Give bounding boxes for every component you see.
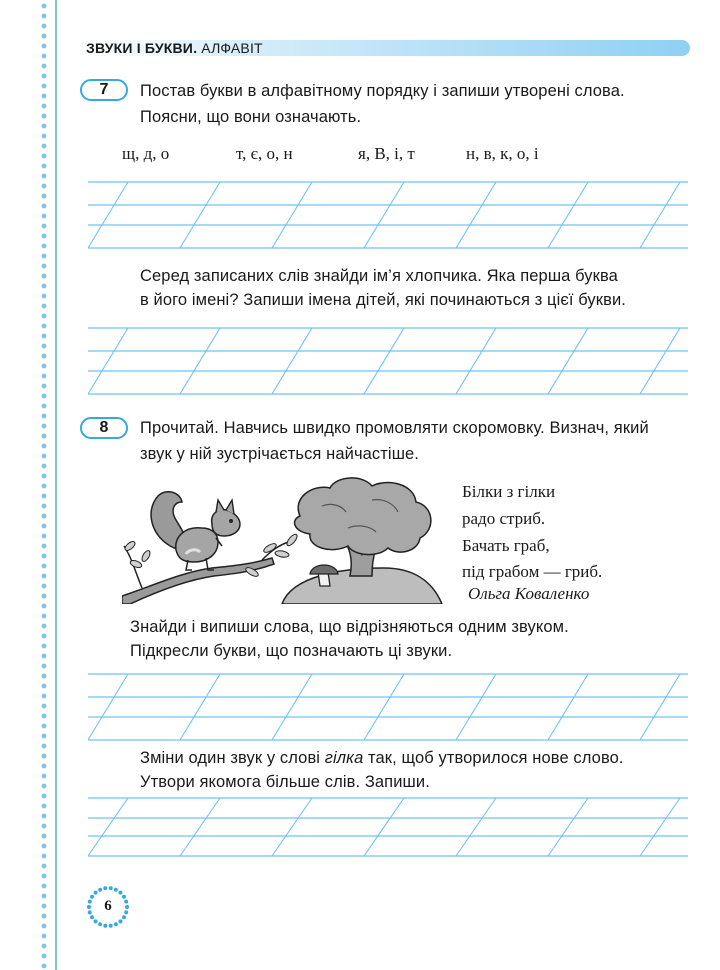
task-8-number: 8 (99, 419, 109, 436)
task-7-instruction-line-2: Поясни, що вони означають. (140, 108, 362, 126)
task-8-sub2-word: гілка (324, 749, 364, 767)
task-8-badge (80, 417, 128, 439)
task-7-instruction-line-1: Постав букви в алфавітному порядку і запиши утворені слова. (140, 82, 625, 100)
writing-lines-4 (88, 796, 688, 858)
letter-group-3: я, В, і, т (358, 144, 415, 163)
section-title-main: ЗВУКИ І БУКВИ. (86, 40, 198, 56)
letter-group-2: т, є, о, н (236, 144, 293, 163)
letter-group-4: н, в, к, о, і (466, 144, 539, 163)
poem-line-4: під грабом — гриб. (462, 562, 603, 581)
section-title-rest: АЛФАВІТ (197, 40, 263, 56)
task-8-sub2-text-b: так, щоб утворилося нове слово. (363, 749, 624, 767)
poem-line-3: Бачать граб, (462, 536, 550, 555)
page-number-badge (85, 884, 131, 930)
task-8-sub2-line-2: Утвори якомога більше слів. Запиши. (140, 773, 430, 791)
letter-group-1: щ, д, о (122, 144, 170, 163)
writing-lines-3 (88, 672, 688, 744)
task-8-instruction-line-2: звук у ній зустрічається найчастіше. (140, 445, 419, 463)
poem-author: Ольга Коваленко (468, 584, 590, 603)
task-8-sub1-line-2: Підкресли букви, що позначають ці звуки. (130, 642, 453, 660)
task-8-sub2-text-a: Зміни один звук у слові (140, 749, 325, 767)
task-7-sub-line-1: Серед записаних слів знайди ім’я хлопчика. Яка перша буква (140, 267, 618, 285)
task-8-sub1-line-1: Знайди і випиши слова, що відрізняються одним звуком. (130, 618, 569, 636)
task-8-sub2-line-1 (140, 746, 624, 770)
poem-line-2: радо стриб. (462, 509, 546, 528)
squirrel-tree-illustration (122, 476, 444, 604)
writing-lines-1 (88, 180, 688, 252)
page-number: 6 (104, 898, 112, 914)
section-title (86, 40, 263, 56)
task-7-sub-line-2: в його імені? Запиши імена дітей, які починаються з цієї букви. (140, 291, 626, 309)
poem-line-1: Білки з гілки (462, 482, 556, 501)
margin-line (55, 0, 57, 970)
task-8-instruction-line-1: Прочитай. Навчись швидко промовляти скоромовку. Визнач, який (140, 419, 649, 437)
task-7-number: 7 (99, 81, 109, 98)
task-7-badge (80, 79, 128, 101)
writing-lines-2 (88, 326, 688, 398)
margin-dots-decoration (40, 0, 62, 970)
